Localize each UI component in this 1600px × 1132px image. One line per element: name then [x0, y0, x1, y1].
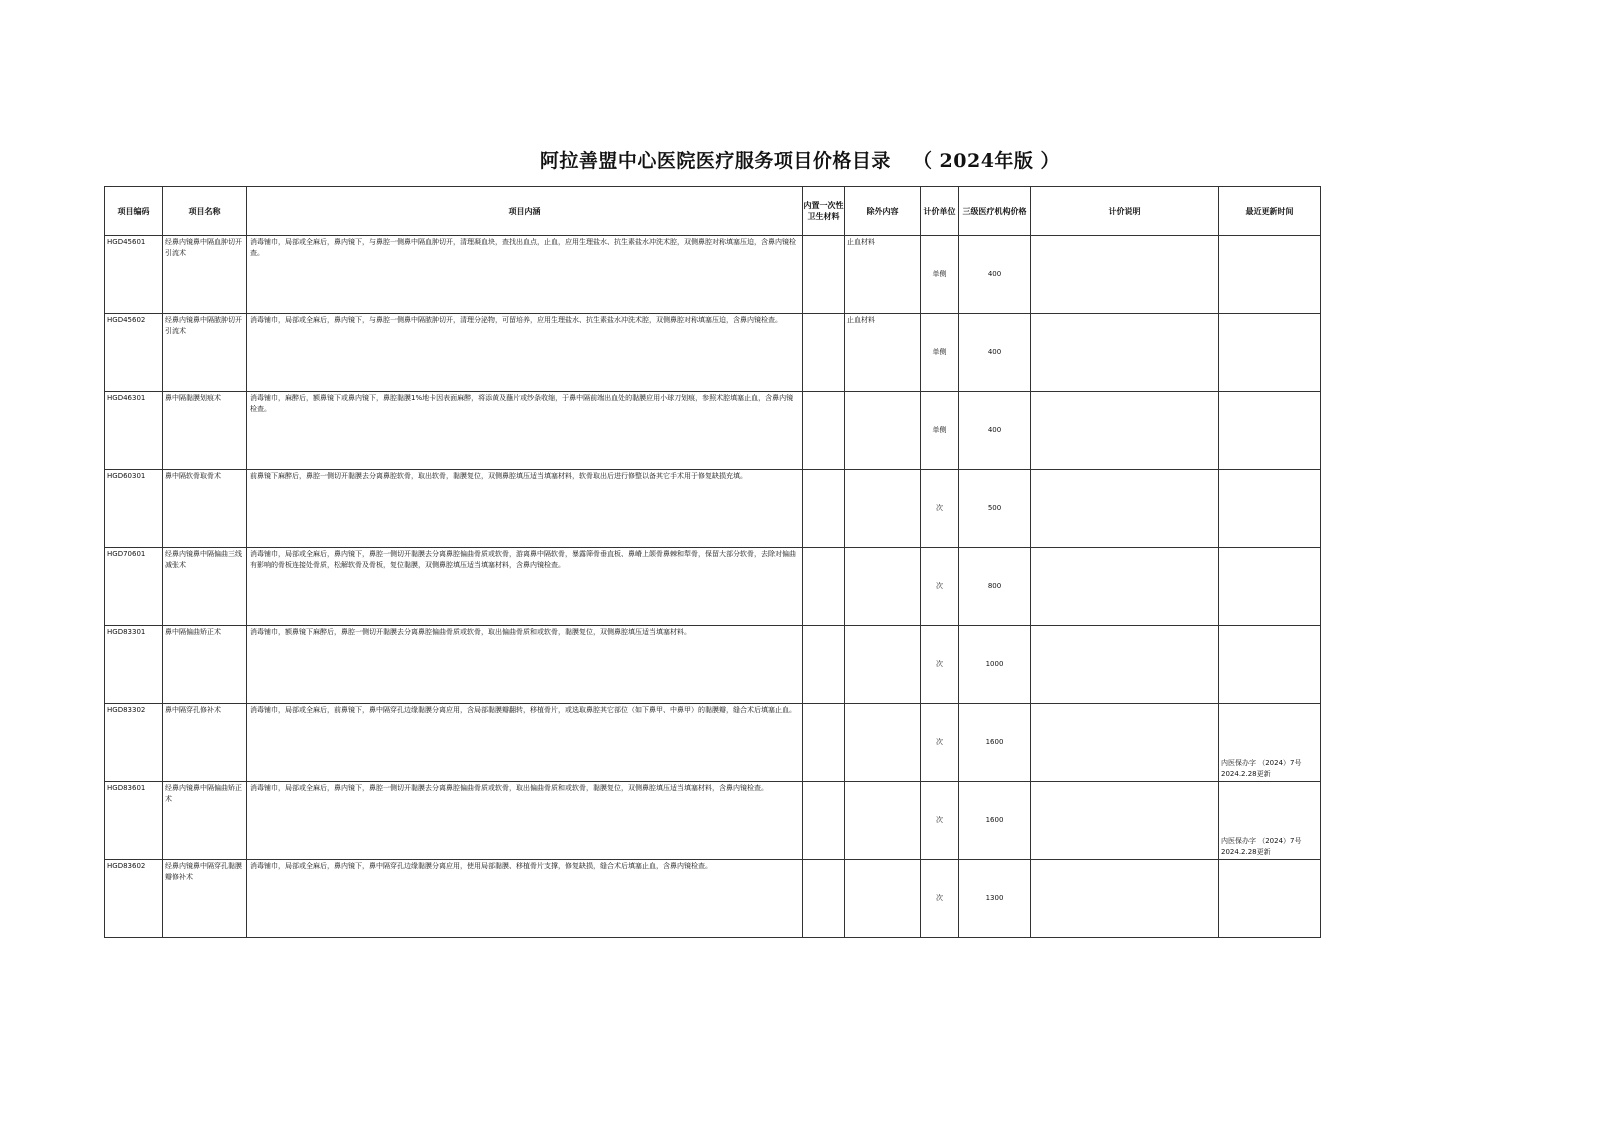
cell-content: 消毒铺巾，麻醉后，额鼻镜下或鼻内镜下，鼻腔黏膜1%地卡因表面麻醉，将添黄及蘸片或纱条收缩，于鼻中隔前端出血处的黏膜应用小球刀划痕，参照术腔填塞止血，含鼻内镜检查。: [247, 392, 803, 470]
cell-price: 1300: [959, 860, 1031, 938]
cell-note: [1031, 626, 1219, 704]
cell-note: [1031, 470, 1219, 548]
cell-code: HGD60301: [105, 470, 163, 548]
cell-code: HGD45601: [105, 236, 163, 314]
cell-excluded: [845, 860, 921, 938]
header-unit: 计价单位: [921, 187, 959, 236]
header-excluded: 除外内容: [845, 187, 921, 236]
title-edition: （ 2024年版 ）: [912, 150, 1061, 172]
cell-content: 消毒铺巾，局部或全麻后，前鼻镜下，鼻中隔穿孔边缘黏膜分离应用，含局部黏膜瓣翻转，移植骨片，或选取鼻腔其它部位（如下鼻甲、中鼻甲）的黏膜瓣，缝合术后填塞止血。: [247, 704, 803, 782]
cell-material: [803, 782, 845, 860]
table-row: [105, 314, 1321, 392]
cell-updated: [1219, 470, 1321, 548]
price-table: [104, 186, 1321, 938]
cell-price: 1600: [959, 782, 1031, 860]
cell-updated: [1219, 626, 1321, 704]
cell-code: HGD46301: [105, 392, 163, 470]
cell-unit: 次: [921, 704, 959, 782]
cell-note: [1031, 704, 1219, 782]
table-row: [105, 392, 1321, 470]
cell-excluded: [845, 470, 921, 548]
cell-note: [1031, 392, 1219, 470]
cell-name: 鼻中隔穿孔修补术: [163, 704, 247, 782]
cell-unit: 次: [921, 782, 959, 860]
header-row: [105, 187, 1321, 236]
cell-name: 经鼻内镜鼻中隔偏曲矫正术: [163, 782, 247, 860]
table-row: [105, 704, 1321, 782]
cell-content: 消毒铺巾，局部或全麻后，鼻内镜下，与鼻腔一侧鼻中隔脓肿切开，清理分泌物，可留培养，应用生理盐水、抗生素盐水冲洗术腔，双侧鼻腔对称填塞压迫，含鼻内镜检查。: [247, 314, 803, 392]
table-header: [105, 187, 1321, 236]
cell-material: [803, 860, 845, 938]
cell-content: 消毒铺巾，额鼻镜下麻醉后，鼻腔一侧切开黏膜去分离鼻腔偏曲骨质或软骨，取出偏曲骨质和或软骨，黏膜复位，双侧鼻腔填压适当填塞材料。: [247, 626, 803, 704]
cell-price: 1000: [959, 626, 1031, 704]
cell-code: HGD45602: [105, 314, 163, 392]
cell-material: [803, 626, 845, 704]
cell-content: 前鼻镜下麻醉后，鼻腔一侧切开黏膜去分离鼻腔软骨，取出软骨，黏膜复位，双侧鼻腔填压适当填塞材料，软骨取出后进行修整以备其它手术用于修复缺损充填。: [247, 470, 803, 548]
header-updated: 最近更新时间: [1219, 187, 1321, 236]
cell-note: [1031, 236, 1219, 314]
cell-excluded: [845, 782, 921, 860]
cell-price: 400: [959, 314, 1031, 392]
cell-excluded: [845, 704, 921, 782]
cell-name: 经鼻内镜鼻中隔脓肿切开引流术: [163, 314, 247, 392]
cell-updated: [1219, 236, 1321, 314]
cell-name: 经鼻内镜鼻中隔穿孔黏膜瓣修补术: [163, 860, 247, 938]
header-content: 项目内涵: [247, 187, 803, 236]
cell-unit: 次: [921, 626, 959, 704]
table-body: [105, 236, 1321, 938]
cell-unit: 次: [921, 548, 959, 626]
cell-code: HGD83301: [105, 626, 163, 704]
cell-price: 400: [959, 392, 1031, 470]
cell-name: 鼻中隔偏曲矫正术: [163, 626, 247, 704]
table-row: [105, 782, 1321, 860]
cell-material: [803, 392, 845, 470]
cell-content: 消毒铺巾，局部或全麻后，鼻内镜下，与鼻腔一侧鼻中隔血肿切开，清理凝血块，查找出血点，止血，应用生理盐水、抗生素盐水冲洗术腔，双侧鼻腔对称填塞压迫，含鼻内镜检查。: [247, 236, 803, 314]
cell-name: 鼻中隔软骨取骨术: [163, 470, 247, 548]
cell-updated: [1219, 860, 1321, 938]
cell-updated: [1219, 314, 1321, 392]
table-row: [105, 236, 1321, 314]
cell-code: HGD70601: [105, 548, 163, 626]
cell-code: HGD83601: [105, 782, 163, 860]
cell-note: [1031, 860, 1219, 938]
cell-content: 消毒铺巾，局部或全麻后，鼻内镜下，鼻腔一侧切开黏膜去分离鼻腔偏曲骨质或软骨，取出偏曲骨质和或软骨，黏膜复位，双侧鼻腔填压适当填塞材料，含鼻内镜检查。: [247, 782, 803, 860]
cell-note: [1031, 314, 1219, 392]
cell-unit: 次: [921, 860, 959, 938]
cell-code: HGD83302: [105, 704, 163, 782]
page-title: [0, 146, 1600, 173]
cell-excluded: [845, 626, 921, 704]
cell-price: 400: [959, 236, 1031, 314]
header-name: 项目名称: [163, 187, 247, 236]
header-material: 内置一次性卫生材料: [803, 187, 845, 236]
cell-material: [803, 470, 845, 548]
cell-note: [1031, 782, 1219, 860]
cell-updated: 内医保办字 （2024）7号 2024.2.28更新: [1219, 782, 1321, 860]
table-row: [105, 860, 1321, 938]
cell-excluded: [845, 548, 921, 626]
title-main: 阿拉善盟中心医院医疗服务项目价格目录: [539, 150, 891, 172]
header-code: 项目编码: [105, 187, 163, 236]
cell-code: HGD83602: [105, 860, 163, 938]
cell-updated: 内医保办字 （2024）7号 2024.2.28更新: [1219, 704, 1321, 782]
cell-material: [803, 236, 845, 314]
cell-content: 消毒铺巾，局部或全麻后，鼻内镜下，鼻腔一侧切开黏膜去分离鼻腔偏曲骨质或软骨，游离鼻中隔软骨，暴露筛骨垂直板、鼻嵴上颌骨鼻棘和犁骨，保留大部分软骨，去除对偏曲有影响的骨板连接处骨质，松解软骨及骨板，复位黏膜，双侧鼻腔填压适当填塞材料，含鼻内镜检查。: [247, 548, 803, 626]
cell-content: 消毒铺巾，局部或全麻后，鼻内镜下，鼻中隔穿孔边缘黏膜分离应用，使用局部黏膜、移植骨片支撑，修复缺损，缝合术后填塞止血，含鼻内镜检查。: [247, 860, 803, 938]
table-row: [105, 626, 1321, 704]
cell-updated: [1219, 548, 1321, 626]
cell-excluded: 止血材料: [845, 314, 921, 392]
cell-unit: 单侧: [921, 314, 959, 392]
cell-material: [803, 314, 845, 392]
cell-name: 鼻中隔黏膜划痕术: [163, 392, 247, 470]
cell-price: 800: [959, 548, 1031, 626]
table-row: [105, 548, 1321, 626]
header-note: 计价说明: [1031, 187, 1219, 236]
cell-name: 经鼻内镜鼻中隔血肿切开引流术: [163, 236, 247, 314]
cell-material: [803, 704, 845, 782]
cell-unit: 单侧: [921, 236, 959, 314]
cell-excluded: 止血材料: [845, 236, 921, 314]
header-price: 三级医疗机构价格: [959, 187, 1031, 236]
cell-name: 经鼻内镜鼻中隔偏曲三线减张术: [163, 548, 247, 626]
cell-material: [803, 548, 845, 626]
cell-note: [1031, 548, 1219, 626]
table-row: [105, 470, 1321, 548]
cell-unit: 单侧: [921, 392, 959, 470]
cell-unit: 次: [921, 470, 959, 548]
cell-price: 1600: [959, 704, 1031, 782]
cell-updated: [1219, 392, 1321, 470]
cell-price: 500: [959, 470, 1031, 548]
cell-excluded: [845, 392, 921, 470]
